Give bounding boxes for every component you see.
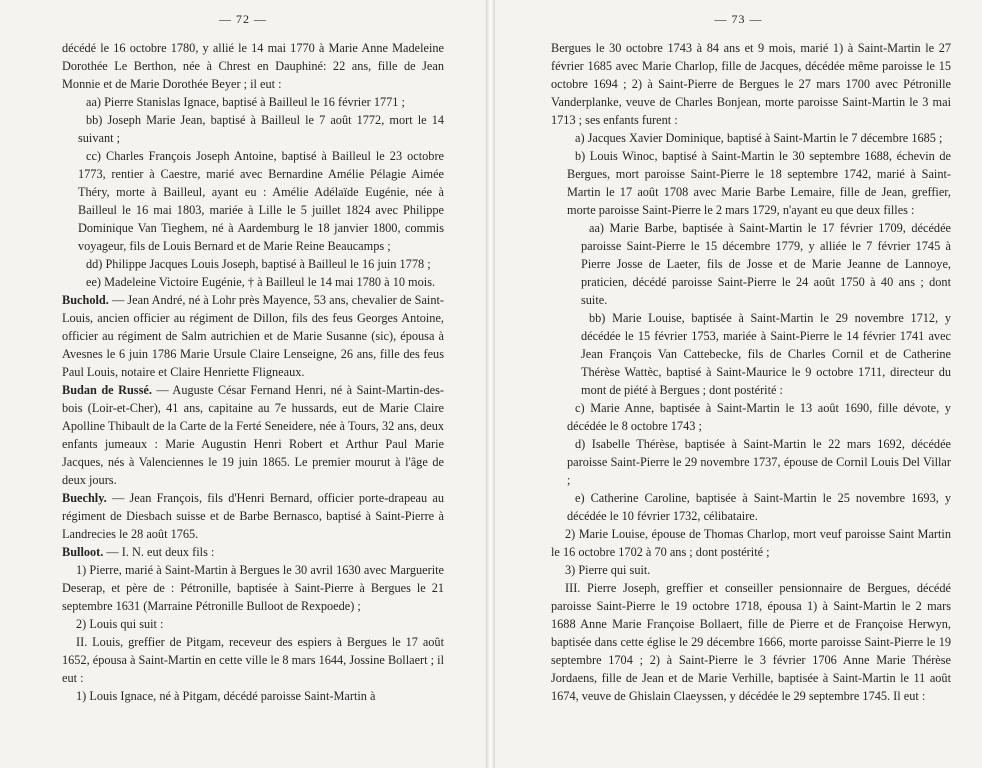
paragraph-text: III. Pierre Joseph, greffier et conseiller pensionnaire de Bergues, décédé paroisse Saint-Pierre le 19 octobre 1718, épousa 1) à Saint-Martin le 2 mars 1688 Anne Marie Françoise Bollaert, fille de Pierre et de Françoise Herwyn, baptisée dans cette église le 29 décembre 1666, morte paroisse Saint-Pierre le 19 septembre 1704 ; 2) à Saint-Pierre le 3 février 1706 Anne Marie Thérèse Jordaens, fille de Jean et de Marie Verhille, baptisée à Saint-Martin le 11 août 1674, veuve de Ghislain Claeyssen, y décédée le 29 septembre 1745. Il eut :	[551, 581, 951, 703]
paragraph	[62, 39, 444, 93]
entry-surname: Buchold.	[62, 293, 109, 307]
paragraph-text: d) Isabelle Thérèse, baptisée à Saint-Martin le 22 mars 1692, décédée paroisse Saint-Pierre le 29 novembre 1737, épouse de Cornil Louis Del Villar ;	[567, 437, 951, 487]
paragraph	[551, 525, 951, 561]
paragraph-text: cc) Charles François Joseph Antoine, baptisé à Bailleul le 23 octobre 1773, rentier à Caestre, marié avec Bernardine Amélie Pélagie Aimée Théry, morte à Bailleul, ayant eu : Amélie Adélaïde Eugénie, née à Bailleul le 16 mai 1803, mariée à Lille le 5 juillet 1824 avec Philippe Dominique Van Tieghem, né à Aardemburg le 18 janvier 1800, commis voyageur, fils de Louis Bernard et de Marie Reine Beaucamps ;	[78, 149, 444, 253]
entry-surname: Bulloot.	[62, 545, 104, 559]
paragraph	[62, 543, 444, 561]
page-text	[62, 39, 444, 705]
paragraph	[551, 489, 951, 525]
paragraph	[62, 633, 444, 687]
paragraph-text: 1) Pierre, marié à Saint-Martin à Bergues le 30 avril 1630 avec Marguerite Deserap, et père de : Pétronille, baptisée à Saint-Pierre à Bergues le 21 septembre 1631 (Marraine Pétronille Bulloot de Rexpoede) ;	[62, 563, 444, 613]
paragraph	[62, 561, 444, 615]
paragraph-text: aa) Pierre Stanislas Ignace, baptisé à Bailleul le 16 février 1771 ;	[86, 95, 405, 109]
paragraph-text: — Jean François, fils d'Henri Bernard, officier porte-drapeau au régiment de Diesbach suisse et de Barbe Bernasco, baptisé à Saint-Pierre à Landrecies le 28 août 1765.	[62, 491, 444, 541]
paragraph	[551, 399, 951, 435]
paragraph-text: — Auguste César Fernand Henri, né à Saint-Martin-des-bois (Loir-et-Cher), 41 ans, capitaine au 7e hussards, eut de Marie Claire Apolline Thibault de la Carte de la Ferté Seneidere, née à Tours, 32 ans, deux enfants jumeaux : Marie Augustin Henri Robert et Arthur Paul Marie Jacques, nés à Valenciennes le 19 juin 1865. Le premier mourut à l'âge de deux jours.	[62, 383, 444, 487]
book-gutter	[486, 0, 495, 768]
left-page	[0, 0, 486, 768]
paragraph-text: II. Louis, greffier de Pitgam, receveur des espiers à Bergues le 17 août 1652, épousa à Saint-Martin en cette ville le 8 mars 1644, Jossine Bollaert ; il eut :	[62, 635, 444, 685]
page-number: — 72 —	[219, 12, 267, 26]
paragraph-text: 2) Louis qui suit :	[76, 617, 164, 631]
paragraph	[551, 129, 951, 147]
paragraph-text: e) Catherine Caroline, baptisée à Saint-Martin le 25 novembre 1693, y décédée le 10 février 1732, célibataire.	[567, 491, 951, 523]
entry-surname: Buechly.	[62, 491, 107, 505]
paragraph	[551, 309, 951, 399]
paragraph-text: aa) Marie Barbe, baptisée à Saint-Martin le 17 février 1709, décédée paroisse Saint-Pierre le 15 décembre 1779, y alliée le 7 février 1745 à Pierre Josse de Laeter, fils de Josse et de Marie Jeanne de Lannoye, praticien, décédé paroisse Saint-Pierre le 24 août 1750 à 40 ans ; dont suite.	[581, 221, 951, 307]
paragraph	[62, 111, 444, 147]
paragraph	[62, 381, 444, 489]
paragraph-text: c) Marie Anne, baptisée à Saint-Martin le 13 août 1690, fille dévote, y décédée le 8 octobre 1743 ;	[567, 401, 951, 433]
paragraph	[551, 219, 951, 309]
right-page	[495, 0, 982, 768]
paragraph-text: ee) Madeleine Victoire Eugénie, † à Bailleul le 14 mai 1780 à 10 mois.	[86, 275, 436, 289]
paragraph	[62, 147, 444, 255]
paragraph	[551, 579, 951, 705]
paragraph	[62, 489, 444, 543]
paragraph	[62, 255, 444, 273]
paragraph-text: — Jean André, né à Lohr près Mayence, 53 ans, chevalier de Saint-Louis, ancien officier au régiment de Dillon, fils des feus Georges Antoine, officier au régiment de Salm autrichien et de Marie Susanne (sic), épousa à Avesnes le 6 juin 1786 Marie Ursule Claire Lenseigne, 26 ans, fille des feus Paul Louis, notaire et Claire Henriette Fligneaux.	[62, 293, 444, 379]
paragraph	[551, 147, 951, 219]
paragraph-text: dd) Philippe Jacques Louis Joseph, baptisé à Bailleul le 16 juin 1778 ;	[86, 257, 431, 271]
paragraph-text: — I. N. eut deux fils :	[103, 545, 215, 559]
paragraph-text: bb) Marie Louise, baptisée à Saint-Martin le 29 novembre 1712, y décédée le 15 février 1753, mariée à Saint-Pierre le 14 février 1741 avec Jean François Van Cattebecke, fils de Charles Cornil et de Catherine Thérèse Wattèc, baptisé à Saint-Maurice le 9 octobre 1711, directeur du mont de piété à Bergues ; dont postérité :	[581, 311, 951, 397]
paragraph-text: Bergues le 30 octobre 1743 à 84 ans et 9 mois, marié 1) à Saint-Martin le 27 février 1685 avec Marie Charlop, fille de Jacques, décédée même paroisse le 15 octobre 1694 ; 2) à Saint-Pierre de Bergues le 27 mars 1700 avec Pétronille Vanderplanke, veuve de Charles Bonjean, morte paroisse Saint-Martin le 3 mai 1713 ; ses enfants furent :	[551, 41, 951, 127]
paragraph	[62, 291, 444, 381]
paragraph	[62, 93, 444, 111]
paragraph-text: a) Jacques Xavier Dominique, baptisé à Saint-Martin le 7 décembre 1685 ;	[575, 131, 943, 145]
paragraph	[551, 561, 951, 579]
paragraph-text: b) Louis Winoc, baptisé à Saint-Martin le 30 septembre 1688, échevin de Bergues, mort paroisse Saint-Pierre le 18 septembre 1742, marié à Saint-Martin le 17 août 1708 avec Marie Barbe Lemaire, fille de Jean, greffier, morte paroisse Saint-Pierre le 2 mars 1729, n'ayant eu que deux filles :	[567, 149, 951, 217]
paragraph-text: 3) Pierre qui suit.	[565, 563, 651, 577]
paragraph	[551, 435, 951, 489]
paragraph	[62, 615, 444, 633]
paragraph-text: décédé le 16 octobre 1780, y allié le 14 mai 1770 à Marie Anne Madeleine Dorothée Le Berthon, née à Chrest en Dauphiné: 22 ans, fille de Jean Monnie et de Marie Dorothée Beyer ; il eut :	[62, 41, 444, 91]
paragraph	[551, 39, 951, 129]
paragraph-text: 1) Louis Ignace, né à Pitgam, décédé paroisse Saint-Martin à	[76, 689, 376, 703]
page-number: — 73 —	[714, 12, 763, 26]
paragraph-text: 2) Marie Louise, épouse de Thomas Charlop, mort veuf paroisse Saint Martin le 16 octobre 1702 à 70 ans ; dont postérité ;	[551, 527, 951, 559]
paragraph	[62, 273, 444, 291]
page-text	[551, 39, 951, 705]
entry-surname: Budan de Russé.	[62, 383, 152, 397]
paragraph	[62, 687, 444, 705]
paragraph-text: bb) Joseph Marie Jean, baptisé à Bailleul le 7 août 1772, mort le 14 suivant ;	[78, 113, 444, 145]
